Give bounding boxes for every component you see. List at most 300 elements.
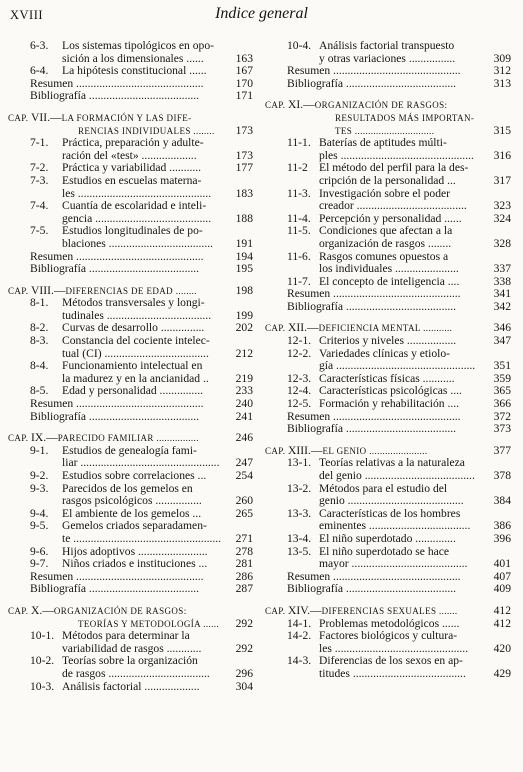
toc-line: [30, 558, 253, 571]
page-ref: 188: [235, 211, 253, 225]
entry-text: Hijos adoptivos ........................: [62, 544, 208, 558]
chapter-label: CAP.: [8, 285, 32, 296]
chapter-title-text: TEORÍAS Y METODOLOGÍA ......: [78, 618, 220, 629]
toc-line: [30, 200, 253, 213]
section-number: 12-2.: [287, 346, 312, 360]
page-ref: 173: [235, 123, 253, 137]
section-number: 9-4.: [30, 506, 49, 520]
entry-text: Práctica, preparación y adulte-: [62, 136, 204, 150]
section-gap: [30, 103, 253, 112]
page-ref: 412: [493, 616, 511, 630]
entry-text: Características psicológicas ....: [319, 384, 462, 398]
chapter-heading: [265, 98, 511, 137]
page-ref: 247: [235, 456, 253, 470]
toc-entry: [287, 630, 511, 655]
toc-backmatter: [30, 583, 253, 596]
page-ref: 373: [493, 422, 511, 436]
section-number: 7-2.: [30, 161, 49, 175]
toc-backmatter: [30, 263, 253, 276]
page-ref: 377: [493, 443, 511, 457]
page-ref: 412: [493, 603, 511, 617]
toc-entry: [287, 533, 511, 546]
page-ref: 429: [493, 666, 511, 680]
chapter-label: CAP.: [265, 323, 289, 334]
section-gap: [287, 313, 511, 322]
chapter-line: [8, 605, 253, 618]
toc-entry: [30, 483, 253, 508]
section-number: 12-5.: [287, 397, 312, 411]
page-ref: 212: [235, 346, 253, 360]
entry-text: Práctica y variabilidad ...........: [62, 161, 202, 175]
toc-line: [30, 583, 253, 596]
toc-entry: [287, 188, 511, 213]
chapter-title-text: DIFERENCIAS DE EDAD ........: [65, 285, 197, 296]
entry-text: titudes .......................................: [319, 666, 466, 680]
toc-line: [287, 423, 511, 436]
toc-entry: [287, 251, 511, 276]
section-number: 12-1.: [287, 334, 312, 348]
chapter-title: [8, 432, 223, 445]
entry-text: Bibliografía ......................................: [30, 262, 200, 276]
page-ref: 396: [493, 531, 511, 545]
section-number: 12-3.: [287, 371, 312, 385]
section-number: 12-4.: [287, 384, 312, 398]
page-ref: 409: [493, 582, 511, 596]
entry-text: Funcionamiento intelectual en: [62, 359, 203, 373]
toc-entry: [287, 546, 511, 571]
entry-text: Constancia del cociente intelec-: [62, 334, 210, 348]
entry-text: Cuantía de escolaridad e inteli-: [62, 199, 207, 213]
entry-text: Métodos para el estudio del: [319, 481, 448, 495]
entry-text: Percepción y personalidad ......: [319, 211, 462, 225]
toc-line: [30, 470, 253, 483]
toc-backmatter: [287, 423, 511, 436]
entry-text: Los sistemas tipológicos en opo-: [62, 39, 214, 52]
page-ref: 246: [235, 431, 253, 445]
page-ref: 347: [493, 334, 511, 348]
page-ref: 202: [235, 321, 253, 335]
section-number: 11-2: [287, 161, 308, 175]
entry-text: Gemelos criados separadamen-: [62, 519, 207, 533]
entry-text: Factores biológicos y cultura-: [319, 629, 458, 643]
chapter-number: XIV.—: [288, 603, 322, 617]
chapter-label: CAP.: [8, 605, 32, 616]
toc-entry: [287, 225, 511, 250]
toc-entry: [30, 360, 253, 385]
page-number: XVIII: [10, 8, 44, 22]
entry-text: rasgos psicológicos ................: [62, 494, 202, 508]
section-number: 10-3.: [30, 679, 55, 693]
toc-entry: [30, 137, 253, 162]
toc-line: [287, 200, 511, 213]
section-gap: [287, 90, 511, 99]
section-number: 14-2.: [287, 629, 312, 643]
page-header: [0, 0, 523, 30]
entry-text: Condiciones que afectan a la: [319, 224, 453, 238]
page-ref: 296: [235, 666, 253, 680]
entry-text: Diferencias de los sexos en ap-: [319, 654, 463, 668]
chapter-number: XII.—: [288, 321, 319, 335]
toc-entry: [30, 470, 253, 483]
chapter-label: CAP.: [265, 100, 289, 111]
section-number: 13-1.: [287, 456, 312, 470]
toc-entry: [287, 348, 511, 373]
entry-text: Estudios en escuelas materna-: [62, 173, 202, 187]
page-ref: 287: [235, 582, 253, 596]
entry-text: El niño superdotado se hace: [319, 544, 450, 558]
entry-text: Características de los hombres: [319, 506, 461, 520]
entry-text: Resumen ............................................: [287, 409, 461, 423]
page-ref: 233: [235, 384, 253, 398]
entry-text: liar ................................................: [62, 456, 220, 470]
toc-entry: [287, 457, 511, 482]
entry-text: organización de rasgos ........: [319, 236, 452, 250]
page-ref: 286: [235, 569, 253, 583]
entry-text: Rasgos comunes opuestos a: [319, 249, 449, 263]
page-ref: 199: [235, 308, 253, 322]
page-ref: 366: [493, 397, 511, 411]
running-title: Indice general: [215, 5, 308, 22]
page-ref: 338: [493, 274, 511, 288]
page-ref: 359: [493, 371, 511, 385]
entry-text: Criterios y niveles .................: [319, 334, 457, 348]
page-ref: 292: [235, 616, 253, 630]
chapter-heading: [265, 603, 511, 618]
toc-entry: [30, 681, 253, 694]
toc-entry: [287, 335, 511, 348]
page-ref: 309: [493, 51, 511, 65]
chapter-title-text: ORGANIZACIÓN DE RASGOS:: [314, 100, 448, 111]
toc-line: [287, 470, 511, 483]
chapter-title-text: ORGANIZACIÓN DE RASGOS:: [53, 605, 187, 616]
entry-text: Baterías de aptitudes múlti-: [319, 136, 447, 150]
page-ref: 304: [235, 679, 253, 693]
toc-line: [30, 495, 253, 508]
chapter-label: CAP.: [8, 112, 32, 123]
toc-line: [30, 668, 253, 681]
section-number: 8-2.: [30, 321, 49, 335]
page-ref: 265: [235, 506, 253, 520]
section-number: 10-2.: [30, 654, 55, 668]
chapter-heading: [8, 110, 253, 137]
entry-text: genio ........................................: [319, 494, 464, 508]
page-ref: 324: [493, 211, 511, 225]
page-ref: 313: [493, 76, 511, 90]
toc-line: [287, 238, 511, 251]
toc-line: [30, 335, 253, 348]
toc-entry: [30, 297, 253, 322]
toc-entry: [30, 175, 253, 200]
entry-text: Análisis factorial ...................: [62, 679, 200, 693]
chapter-title-text: DEFICIENCIA MENTAL ...........: [318, 323, 453, 334]
section-number: 9-7.: [30, 557, 49, 571]
toc-entry: [30, 520, 253, 545]
page-ref: 337: [493, 262, 511, 276]
page-ref: 278: [235, 544, 253, 558]
right-column: [265, 39, 511, 681]
entry-text: te ...................................................: [62, 531, 222, 545]
page-ref: 346: [493, 321, 511, 335]
toc-entry: [287, 40, 511, 65]
toc-line: [287, 583, 511, 596]
chapter-heading: [8, 431, 253, 445]
page-ref: 384: [493, 494, 511, 508]
chapter-title: [8, 605, 223, 618]
section-number: 9-6.: [30, 544, 49, 558]
chapter-title: [265, 605, 481, 618]
entry-text: tual (CI) ....................................: [62, 346, 209, 360]
toc-entry: [287, 655, 511, 680]
toc-line: [287, 398, 511, 411]
page-ref: 163: [235, 51, 253, 65]
entry-text: blaciones ....................................: [62, 236, 214, 250]
entry-text: Parecidos de los gemelos en: [62, 481, 193, 495]
toc-line: [287, 288, 511, 301]
section-number: 9-2.: [30, 469, 49, 482]
entry-text: cripción de la personalidad ...: [319, 173, 456, 187]
entry-text: Métodos transversales y longi-: [62, 296, 205, 310]
page-ref: 317: [493, 173, 511, 187]
entry-text: Bibliografía ......................................: [30, 89, 200, 103]
section-number: 11-5.: [287, 224, 311, 238]
chapter-line: [265, 99, 511, 112]
entry-text: Teorías sobre la organización: [62, 654, 198, 668]
section-number: 9-1.: [30, 443, 49, 457]
page-ref: 341: [493, 287, 511, 301]
chapter-number: VII.—: [31, 110, 62, 124]
chapter-title: [8, 112, 223, 125]
toc-entry: [287, 398, 511, 411]
page-ref: 401: [493, 557, 511, 571]
entry-text: El niño superdotado ..............: [319, 531, 456, 545]
toc-entry: [30, 655, 253, 680]
toc-line: [30, 630, 253, 643]
entry-text: eminentes ...................................: [319, 519, 471, 533]
entry-text: Bibliografía ......................................: [30, 582, 200, 596]
page-ref: 292: [235, 641, 253, 655]
page-ref: 219: [235, 371, 253, 385]
page-ref: 316: [493, 148, 511, 162]
toc-entry: [287, 483, 511, 508]
entry-text: Bibliografía ......................................: [287, 299, 457, 313]
section-number: 9-3.: [30, 481, 49, 495]
toc-line: [30, 175, 253, 188]
toc-backmatter: [30, 411, 253, 424]
entry-text: y otras variaciones ................: [319, 51, 456, 65]
section-number: 8-1.: [30, 296, 49, 310]
page-ref: 407: [493, 569, 511, 583]
entry-text: Formación y rehabilitación ....: [319, 397, 460, 411]
toc-entry: [30, 65, 253, 78]
chapter-number: IX.—: [31, 431, 58, 445]
chapter-number: X.—: [31, 603, 54, 617]
toc-line: [30, 65, 253, 78]
chapter-label: CAP.: [265, 605, 289, 616]
chapter-label: CAP.: [8, 433, 32, 444]
section-gap: [30, 423, 253, 432]
page-ref: 372: [493, 409, 511, 423]
section-number: 11-1.: [287, 136, 311, 150]
toc-line: [287, 175, 511, 188]
entry-text: Teorías relativas a la naturaleza: [319, 456, 465, 470]
entry-text: Resumen ............................................: [30, 249, 204, 263]
section-number: 13-4.: [287, 531, 312, 545]
entry-text: gía ................................................: [319, 359, 476, 373]
entry-text: gencia ........................................: [62, 211, 212, 225]
page-ref: 315: [493, 123, 511, 137]
entry-text: les ..............................................: [62, 186, 212, 200]
toc-line: [287, 335, 511, 348]
entry-text: Resumen ............................................: [287, 64, 461, 78]
chapter-title-text: EL GENIO ......................: [322, 445, 428, 456]
chapter-number: XI.—: [288, 98, 315, 112]
toc-line: [30, 533, 253, 546]
page-ref: 191: [235, 236, 253, 250]
toc-backmatter: [30, 90, 253, 103]
entry-text: Investigación sobre el poder: [319, 186, 451, 200]
toc-line: [287, 40, 511, 53]
toc-line: [30, 398, 253, 411]
page-ref: 378: [493, 469, 511, 482]
page-ref: 342: [493, 299, 511, 313]
chapter-heading: [8, 603, 253, 630]
section-number: 10-1.: [30, 629, 55, 643]
entry-text: Bibliografía ......................................: [30, 409, 200, 423]
page-ref: 183: [235, 186, 253, 200]
entry-text: Estudios de genealogía fami-: [62, 443, 197, 457]
chapter-number: VIII.—: [31, 283, 66, 297]
entry-text: Resumen ............................................: [30, 397, 204, 411]
entry-text: variabilidad de rasgos ............: [62, 641, 202, 655]
entry-text: Resumen ............................................: [287, 287, 461, 301]
page-ref: 254: [235, 469, 253, 482]
toc-entry: [287, 137, 511, 162]
toc-backmatter: [30, 398, 253, 411]
section-number: 13-5.: [287, 544, 312, 558]
page-ref: 167: [235, 64, 253, 78]
page-ref: 260: [235, 494, 253, 508]
chapter-line: [265, 112, 511, 125]
toc-line: [287, 137, 511, 150]
section-number: 13-3.: [287, 506, 312, 520]
chapter-title-text: RENCIAS INDIVIDUALES ........: [78, 125, 215, 136]
toc-entry: [30, 335, 253, 360]
entry-text: La hipótesis constitucional ......: [62, 64, 207, 78]
page-ref: 281: [235, 557, 253, 571]
entry-text: de rasgos ...................................: [62, 666, 210, 680]
entry-text: Niños criados e instituciones ...: [62, 557, 208, 571]
section-number: 11-6.: [287, 249, 311, 263]
toc-line: [287, 360, 511, 373]
section-number: 7-1.: [30, 136, 49, 150]
page-ref: 195: [235, 262, 253, 276]
toc-line: [287, 301, 511, 314]
section-number: 14-3.: [287, 654, 312, 668]
toc-line: [287, 533, 511, 546]
page-ref: 386: [493, 519, 511, 533]
entry-text: los individuales ......................: [319, 262, 459, 276]
entry-text: del genio ......................................: [319, 469, 475, 482]
page-ref: 323: [493, 199, 511, 213]
section-number: 7-5.: [30, 224, 49, 238]
entry-text: Curvas de desarrollo ...............: [62, 321, 205, 335]
entry-text: Variedades clínicas y etiolo-: [319, 346, 451, 360]
toc-line: [287, 65, 511, 78]
toc-backmatter: [287, 65, 511, 78]
section-number: 6-4.: [30, 64, 49, 78]
toc-line: [30, 263, 253, 276]
page-ref: 271: [235, 531, 253, 545]
section-number: 6-3.: [30, 39, 49, 52]
toc-entry: [30, 445, 253, 470]
entry-text: Estudios sobre correlaciones ...: [62, 469, 207, 482]
page-ref: 420: [493, 641, 511, 655]
section-number: 9-5.: [30, 519, 49, 533]
entry-text: Problemas metodológicos ......: [319, 616, 460, 630]
section-number: 11-4.: [287, 211, 311, 225]
entry-text: Características físicas ...........: [319, 371, 455, 385]
page-ref: 171: [235, 89, 253, 103]
chapter-label: CAP.: [265, 445, 289, 456]
section-number: 10-4.: [287, 39, 312, 52]
toc-entry: [30, 200, 253, 225]
entry-text: ples ..............................................: [319, 148, 474, 162]
section-number: 14-1.: [287, 616, 312, 630]
chapter-title-text: TES ..............................: [335, 125, 435, 136]
entry-text: Resumen ............................................: [30, 76, 204, 90]
entry-text: Métodos para determinar la: [62, 629, 190, 643]
toc-backmatter: [287, 78, 511, 91]
toc-line: [30, 681, 253, 694]
section-gap: [30, 596, 253, 605]
toc-line: [287, 78, 511, 91]
toc-entry: [287, 508, 511, 533]
entry-text: Análisis factorial transpuesto: [319, 39, 455, 52]
section-number: 7-4.: [30, 199, 49, 213]
toc-line: [287, 630, 511, 643]
chapter-number: XIII.—: [288, 443, 323, 457]
toc-entry: [30, 225, 253, 250]
chapter-title-text: LA FORMACIÓN Y LAS DIFE-: [61, 112, 192, 123]
section-number: 11-7.: [287, 274, 311, 288]
toc-line: [287, 558, 511, 571]
toc-entry: [30, 40, 253, 65]
toc-entry: [287, 162, 511, 187]
toc-line: [30, 238, 253, 251]
entry-text: El concepto de inteligencia ....: [319, 274, 460, 288]
entry-text: Resumen ............................................: [30, 569, 204, 583]
toc-line: [30, 90, 253, 103]
entry-text: Bibliografía ......................................: [287, 76, 457, 90]
page-ref: 170: [235, 76, 253, 90]
chapter-line: [8, 432, 253, 445]
toc-entry: [30, 630, 253, 655]
toc-backmatter: [287, 301, 511, 314]
toc-backmatter: [287, 288, 511, 301]
toc-line: [287, 263, 511, 276]
page-ref: 177: [235, 161, 253, 175]
entry-text: Edad y personalidad ...............: [62, 384, 204, 398]
section-number: 13-2.: [287, 481, 312, 495]
entry-text: creador ......................................: [319, 199, 467, 213]
page-ref: 241: [235, 409, 253, 423]
toc-line: [287, 668, 511, 681]
chapter-title: [265, 112, 481, 125]
chapter-line: [8, 112, 253, 125]
toc-line: [30, 411, 253, 424]
entry-text: Estudios longitudinales de po-: [62, 224, 203, 238]
page-ref: 365: [493, 384, 511, 398]
